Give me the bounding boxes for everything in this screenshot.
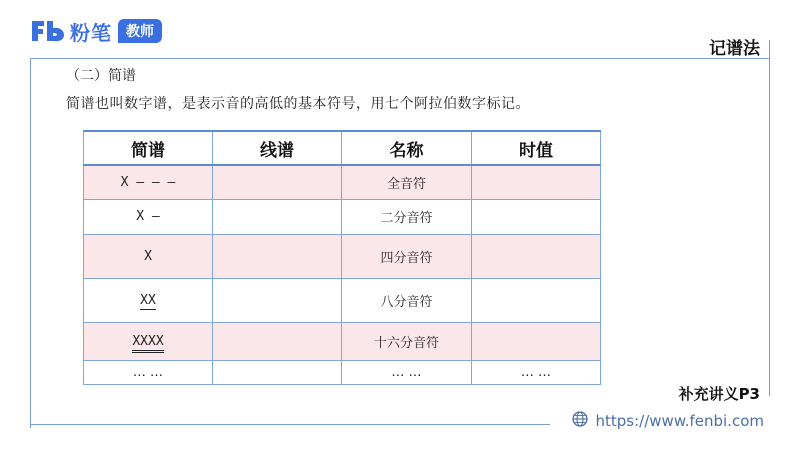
cell-value — [472, 165, 601, 199]
cell-xianpu — [213, 278, 342, 322]
cell-jianpu — [84, 278, 213, 322]
cell-name: … … — [342, 360, 472, 384]
frame-right-line — [769, 40, 770, 396]
notation-table — [83, 130, 601, 385]
cell-jianpu: … … — [84, 360, 213, 384]
globe-icon — [572, 411, 596, 431]
brand-name: 粉笔 — [70, 20, 112, 45]
header-xianpu: 线谱 — [213, 131, 342, 165]
header-name: 名称 — [342, 131, 472, 165]
cell-value — [472, 278, 601, 322]
cell-name: 全音符 — [342, 165, 472, 199]
cell-value — [472, 234, 601, 278]
cell-xianpu — [213, 360, 342, 384]
section-heading: （二）简谱 — [66, 68, 136, 84]
frame-left-line — [30, 58, 31, 428]
cell-jianpu — [84, 322, 213, 360]
cell-value — [472, 322, 601, 360]
header-value: 时值 — [472, 131, 601, 165]
table-row — [84, 278, 601, 322]
handout-page-label: 补充讲义P3 — [678, 385, 760, 403]
cell-xianpu — [213, 234, 342, 278]
cell-name: 十六分音符 — [342, 322, 472, 360]
table-row — [84, 234, 601, 278]
table-row — [84, 322, 601, 360]
cell-jianpu: X — [84, 234, 213, 278]
intro-text: 简谱也叫数字谱，是表示音的高低的基本符号，用七个阿拉伯数字标记。 — [66, 96, 530, 112]
header-jianpu: 简谱 — [84, 131, 213, 165]
cell-value: … … — [472, 360, 601, 384]
brand-badge: 教师 — [118, 19, 162, 43]
fb-logo-icon — [30, 18, 66, 44]
cell-xianpu — [213, 322, 342, 360]
website-url[interactable] — [572, 411, 764, 431]
brand-logo — [30, 17, 162, 45]
eighth-note-notation: XX — [140, 292, 156, 308]
topic-title: 记谱法 — [709, 39, 760, 59]
sixteenth-note-notation: XXXX — [132, 334, 163, 353]
frame-top-line — [30, 58, 770, 59]
cell-jianpu: X — — — — [84, 165, 213, 199]
cell-name: 八分音符 — [342, 278, 472, 322]
frame-bottom-line — [30, 424, 550, 425]
table-row — [84, 165, 601, 199]
cell-xianpu — [213, 199, 342, 234]
url-text: https://www.fenbi.com — [595, 412, 764, 430]
table-header-row — [84, 131, 601, 165]
cell-jianpu: X — — [84, 199, 213, 234]
cell-name: 四分音符 — [342, 234, 472, 278]
cell-value — [472, 199, 601, 234]
table-row — [84, 360, 601, 384]
table-row — [84, 199, 601, 234]
cell-name: 二分音符 — [342, 199, 472, 234]
cell-xianpu — [213, 165, 342, 199]
